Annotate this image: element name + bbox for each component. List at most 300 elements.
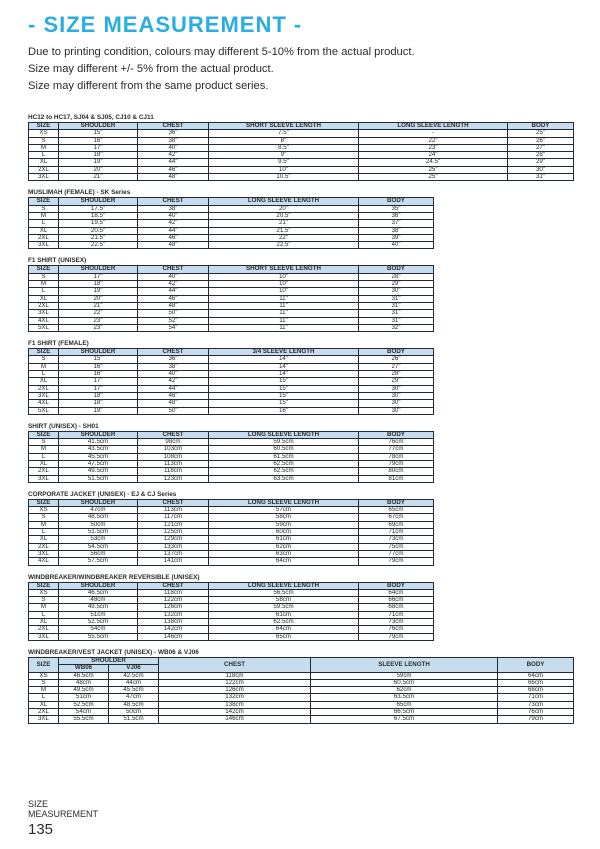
table-cell: 8" xyxy=(209,137,359,144)
table-cell: 126cm xyxy=(159,687,311,694)
table-cell: 66cm xyxy=(359,597,434,604)
table-row xyxy=(29,392,434,399)
column-header: SLEEVE LENGTH xyxy=(311,657,498,672)
table-row xyxy=(29,212,434,219)
table-cell: 10" xyxy=(209,166,359,173)
table-cell: 15" xyxy=(209,385,359,392)
table-cell: 45.5cm xyxy=(109,687,159,694)
table-cell: 56cm xyxy=(59,550,138,557)
table-cell: 141cm xyxy=(138,558,209,565)
table-cell: 42.5cm xyxy=(109,672,159,679)
table-row xyxy=(29,152,574,159)
table-cell: 146cm xyxy=(138,633,209,640)
column-header: CHEST xyxy=(159,657,311,672)
table-cell: 125cm xyxy=(138,529,209,536)
size-cell: L xyxy=(29,288,59,295)
size-table-section xyxy=(28,422,573,483)
table-cell: 121cm xyxy=(138,521,209,528)
table-row xyxy=(29,317,434,324)
table-row xyxy=(29,468,434,475)
size-cell: M xyxy=(29,521,59,528)
table-row xyxy=(29,679,574,686)
size-table xyxy=(28,265,434,332)
table-cell: 43.5cm xyxy=(59,446,138,453)
size-table-section xyxy=(28,339,573,415)
table-cell: 51.5cm xyxy=(59,475,138,482)
table-cell: 71cm xyxy=(359,611,434,618)
table-cell: 18" xyxy=(59,400,138,407)
table-cell: 17.5" xyxy=(59,205,138,212)
size-cell: XS xyxy=(29,589,59,596)
table-cell: 16" xyxy=(209,407,359,414)
table-cell: 75cm xyxy=(359,543,434,550)
table-cell: 118cm xyxy=(138,468,209,475)
size-cell: 5XL xyxy=(29,407,59,414)
table-cell: 29" xyxy=(359,281,434,288)
column-header: SHOULDER xyxy=(59,266,138,273)
column-header: SIZE xyxy=(29,349,59,356)
table-cell: 28" xyxy=(359,371,434,378)
table-cell: 58cm xyxy=(209,514,359,521)
size-cell: S xyxy=(29,356,59,363)
table-cell: 17" xyxy=(59,378,138,385)
size-cell: 4XL xyxy=(29,400,59,407)
size-table xyxy=(28,582,434,641)
table-row xyxy=(29,619,434,626)
table-cell: 15" xyxy=(209,378,359,385)
table-cell: 18" xyxy=(59,152,138,159)
table-cell: 30" xyxy=(359,385,434,392)
column-header: CHEST xyxy=(138,431,209,438)
note-line: Size may different from the same product series. xyxy=(28,80,269,92)
column-header: CHEST xyxy=(138,499,209,506)
size-cell: L xyxy=(29,694,59,701)
table-row xyxy=(29,589,434,596)
table-cell: 66.5cm xyxy=(311,709,498,716)
size-table xyxy=(28,197,434,249)
column-header: SHOULDER xyxy=(59,349,138,356)
table-cell: 48" xyxy=(138,174,209,181)
table-row xyxy=(29,453,434,460)
table-cell: 51.5cm xyxy=(59,529,138,536)
table-row xyxy=(29,220,434,227)
table-cell: 60cm xyxy=(209,529,359,536)
table-cell: 26" xyxy=(359,356,434,363)
table-cell: 20" xyxy=(209,205,359,212)
column-header: SIZE xyxy=(29,431,59,438)
table-cell: 18" xyxy=(59,392,138,399)
table-cell: 51.5cm xyxy=(109,716,159,723)
table-header-row xyxy=(29,198,434,205)
column-header: SIZE xyxy=(29,499,59,506)
column-header: BODY xyxy=(508,123,574,130)
table-cell: 19" xyxy=(59,159,138,166)
size-table-section xyxy=(28,113,573,181)
table-title: CORPORATE JACKET (UNISEX) - EJ & CJ Series xyxy=(28,490,177,498)
size-cell: M xyxy=(29,363,59,370)
table-cell: 55.5cm xyxy=(59,716,109,723)
table-cell: 76cm xyxy=(498,709,574,716)
table-cell: 10" xyxy=(209,281,359,288)
table-cell: 26" xyxy=(508,137,574,144)
table-cell: 118cm xyxy=(138,589,209,596)
table-cell: 20.5" xyxy=(59,227,138,234)
table-cell: 23" xyxy=(59,324,138,331)
table-cell: 62.5cm xyxy=(209,619,359,626)
table-row xyxy=(29,439,434,446)
column-header: LONG SLEEVE LENGTH xyxy=(359,123,508,130)
table-cell: 47.5cm xyxy=(59,460,138,467)
table-cell: 53cm xyxy=(59,536,138,543)
table-cell: 30" xyxy=(359,288,434,295)
table-cell: 20" xyxy=(59,295,138,302)
table-cell: 68cm xyxy=(359,604,434,611)
note-line: Size may different +/- 5% from the actual product. xyxy=(28,63,274,75)
column-header: CHEST xyxy=(138,123,209,130)
column-subheader: VJ06 xyxy=(109,665,159,672)
table-row xyxy=(29,446,434,453)
column-header: BODY xyxy=(359,582,434,589)
column-header: LONG SLEEVE LENGTH xyxy=(209,431,359,438)
table-cell: 60.5cm xyxy=(209,446,359,453)
size-cell: 5XL xyxy=(29,324,59,331)
table-cell: 24" xyxy=(359,152,508,159)
table-row xyxy=(29,672,574,679)
table-cell: 51cm xyxy=(59,611,138,618)
column-header: BODY xyxy=(498,657,574,672)
size-table-section xyxy=(28,188,573,249)
size-table-section xyxy=(28,256,573,332)
table-cell: 14" xyxy=(209,356,359,363)
size-cell: XL xyxy=(29,295,59,302)
table-cell: 59cm xyxy=(209,521,359,528)
table-cell: 138cm xyxy=(159,701,311,708)
table-row xyxy=(29,558,434,565)
table-cell: 44" xyxy=(138,385,209,392)
table-cell: 49.5cm xyxy=(59,468,138,475)
table-cell: 142cm xyxy=(138,626,209,633)
size-cell: 3XL xyxy=(29,716,59,723)
size-cell: S xyxy=(29,439,59,446)
table-row xyxy=(29,536,434,543)
size-cell: XL xyxy=(29,619,59,626)
table-cell: 64cm xyxy=(209,626,359,633)
table-cell: 61cm xyxy=(209,536,359,543)
table-cell: 64cm xyxy=(209,558,359,565)
table-cell: 63.5cm xyxy=(311,694,498,701)
table-cell: 21.5" xyxy=(209,227,359,234)
size-cell: XS xyxy=(29,507,59,514)
table-header-row xyxy=(29,582,434,589)
column-header: BODY xyxy=(359,431,434,438)
table-cell: 52.5cm xyxy=(59,619,138,626)
size-table xyxy=(28,499,434,566)
table-cell: 50" xyxy=(138,310,209,317)
table-cell: 21" xyxy=(59,302,138,309)
table-cell: 54" xyxy=(138,324,209,331)
table-cell: 17" xyxy=(59,385,138,392)
table-cell: 48" xyxy=(138,242,209,249)
table-cell: 46" xyxy=(138,392,209,399)
table-cell: 69cm xyxy=(359,521,434,528)
table-cell: 15" xyxy=(59,130,138,137)
table-cell: 11" xyxy=(209,302,359,309)
size-cell: M xyxy=(29,446,59,453)
size-cell: S xyxy=(29,205,59,212)
table-row xyxy=(29,310,434,317)
table-row xyxy=(29,475,434,482)
table-cell: 16" xyxy=(59,371,138,378)
footer-line: SIZE xyxy=(28,799,49,809)
size-cell: S xyxy=(29,597,59,604)
column-header: BODY xyxy=(359,499,434,506)
table-cell: 54.5cm xyxy=(59,543,138,550)
table-title: F1 SHIRT (UNISEX) xyxy=(28,257,87,265)
table-cell: 67.5cm xyxy=(311,716,498,723)
column-header: LONG SLEEVE LENGTH xyxy=(209,499,359,506)
column-header: SHOULDER xyxy=(59,431,138,438)
table-row xyxy=(29,407,434,414)
table-cell: 22" xyxy=(209,234,359,241)
size-cell: XL xyxy=(29,460,59,467)
table-row xyxy=(29,295,434,302)
table-row xyxy=(29,205,434,212)
table-cell: 98cm xyxy=(138,439,209,446)
table-cell: 15" xyxy=(209,400,359,407)
table-cell: 9" xyxy=(209,152,359,159)
table-cell: 15" xyxy=(59,356,138,363)
table-cell: 58cm xyxy=(209,597,359,604)
table-cell: 35" xyxy=(359,205,434,212)
table-cell: 23" xyxy=(359,144,508,151)
table-cell: 57.5cm xyxy=(59,558,138,565)
column-header: CHEST xyxy=(138,266,209,273)
page-title: - SIZE MEASUREMENT - xyxy=(28,12,303,37)
table-cell: 48" xyxy=(138,400,209,407)
table-cell: 38" xyxy=(138,363,209,370)
table-cell: 17" xyxy=(59,273,138,280)
table-cell: 76cm xyxy=(359,626,434,633)
table-header-row xyxy=(29,349,434,356)
table-cell: 48cm xyxy=(59,597,138,604)
table-cell: 77cm xyxy=(359,446,434,453)
table-cell: 103cm xyxy=(138,446,209,453)
table-cell: 46" xyxy=(138,166,209,173)
table-cell: 25" xyxy=(359,174,508,181)
table-cell: 122cm xyxy=(138,597,209,604)
table-title: WINDBREAKER/VEST JACKET (UNISEX) - WB06 & VJ06 xyxy=(28,648,199,656)
table-row xyxy=(29,234,434,241)
table-cell: 67cm xyxy=(359,514,434,521)
size-cell: 4XL xyxy=(29,317,59,324)
table-cell: 61.5cm xyxy=(209,453,359,460)
table-cell: 22.5" xyxy=(209,242,359,249)
size-cell: 2XL xyxy=(29,302,59,309)
table-cell: 118cm xyxy=(159,672,311,679)
table-cell: 62.5cm xyxy=(209,468,359,475)
table-cell: 45.5cm xyxy=(59,453,138,460)
table-cell: 30" xyxy=(508,166,574,173)
table-cell: 65cm xyxy=(209,633,359,640)
table-cell: 49.5cm xyxy=(59,687,109,694)
table-row xyxy=(29,281,434,288)
table-cell: 66cm xyxy=(498,679,574,686)
table-cell: 30" xyxy=(359,400,434,407)
size-cell: XL xyxy=(29,701,59,708)
size-cell: S xyxy=(29,273,59,280)
table-cell: 27" xyxy=(508,144,574,151)
table-row xyxy=(29,288,434,295)
table-row xyxy=(29,687,574,694)
table-title: F1 SHIRT (FEMALE) xyxy=(28,340,89,348)
table-row xyxy=(29,701,574,708)
size-cell: L xyxy=(29,220,59,227)
table-cell: 76cm xyxy=(359,439,434,446)
table-cell: 42" xyxy=(138,281,209,288)
table-cell: 29" xyxy=(359,378,434,385)
table-cell: 129cm xyxy=(138,536,209,543)
table-cell: 60.5cm xyxy=(311,679,498,686)
table-header-row xyxy=(29,499,434,506)
table-cell: 65cm xyxy=(359,507,434,514)
table-row xyxy=(29,378,434,385)
table-header-row xyxy=(29,123,574,130)
table-cell: 14" xyxy=(209,371,359,378)
size-table-section xyxy=(28,490,573,566)
table-cell: 40" xyxy=(138,212,209,219)
table-cell: 28" xyxy=(359,273,434,280)
table-cell: 59.5cm xyxy=(209,604,359,611)
table-cell: 8.5" xyxy=(209,144,359,151)
table-cell: 62cm xyxy=(311,687,498,694)
column-header: SHOULDER xyxy=(59,198,138,205)
table-cell: 28" xyxy=(508,152,574,159)
size-table-section xyxy=(28,573,573,641)
table-cell: 21" xyxy=(209,220,359,227)
table-cell: 38" xyxy=(359,227,434,234)
size-cell: M xyxy=(29,144,59,151)
size-cell: 3XL xyxy=(29,633,59,640)
table-cell: 24.5" xyxy=(359,159,508,166)
table-cell: 40" xyxy=(138,371,209,378)
table-cell: 46.5cm xyxy=(59,672,109,679)
size-cell: 2XL xyxy=(29,468,59,475)
size-cell: XS xyxy=(29,130,59,137)
table-header-row xyxy=(29,657,574,664)
size-cell: 2XL xyxy=(29,385,59,392)
table-cell: 108cm xyxy=(138,453,209,460)
size-table xyxy=(28,122,574,181)
table-cell: 31" xyxy=(359,310,434,317)
table-cell: 27" xyxy=(359,363,434,370)
column-header: CHEST xyxy=(138,349,209,356)
table-cell: 23" xyxy=(59,317,138,324)
table-cell: 79cm xyxy=(359,633,434,640)
table-row xyxy=(29,514,434,521)
table-cell: 132cm xyxy=(138,611,209,618)
table-header-row xyxy=(29,431,434,438)
size-cell: M xyxy=(29,212,59,219)
column-header: SHOULDER xyxy=(59,657,159,664)
footer-label xyxy=(28,799,98,819)
table-cell: 47cm xyxy=(109,694,159,701)
table-cell: 25" xyxy=(359,166,508,173)
table-cell: 123cm xyxy=(138,475,209,482)
table-cell: 37" xyxy=(359,220,434,227)
notes xyxy=(28,44,415,95)
table-cell: 21.5" xyxy=(59,234,138,241)
table-cell: 133cm xyxy=(138,543,209,550)
column-header: SIZE xyxy=(29,582,59,589)
size-cell: M xyxy=(29,687,59,694)
table-row xyxy=(29,604,434,611)
table-cell: 44" xyxy=(138,288,209,295)
table-title: HC12 to HC17, SJ04 & SJ05, CJ10 & CJ11 xyxy=(28,114,154,121)
table-cell: 48cm xyxy=(59,679,109,686)
table-cell: 19.5" xyxy=(59,220,138,227)
size-cell: XL xyxy=(29,159,59,166)
table-row xyxy=(29,529,434,536)
table-cell: 68cm xyxy=(498,687,574,694)
size-table xyxy=(28,431,434,483)
size-cell: 2XL xyxy=(29,543,59,550)
table-cell: 22" xyxy=(59,310,138,317)
size-cell: 2XL xyxy=(29,234,59,241)
size-cell: 2XL xyxy=(29,709,59,716)
table-cell: 55.5cm xyxy=(59,633,138,640)
table-cell: 64cm xyxy=(498,672,574,679)
table-cell: 40" xyxy=(138,144,209,151)
table-cell: 18.5" xyxy=(59,212,138,219)
table-cell: 44cm xyxy=(109,679,159,686)
table-cell: 77cm xyxy=(359,550,434,557)
column-header: SHORT SLEEVE LENGTH xyxy=(209,266,359,273)
column-header: BODY xyxy=(359,198,434,205)
table-cell: 10" xyxy=(209,273,359,280)
table-cell: 79cm xyxy=(359,558,434,565)
table-row xyxy=(29,626,434,633)
table-cell: 71cm xyxy=(359,529,434,536)
table-cell: 79cm xyxy=(359,460,434,467)
table-cell: 30" xyxy=(359,407,434,414)
table-cell: 65cm xyxy=(311,701,498,708)
table-cell: 31" xyxy=(508,174,574,181)
size-cell: S xyxy=(29,679,59,686)
column-header: SIZE xyxy=(29,266,59,273)
table-row xyxy=(29,130,574,137)
size-cell: L xyxy=(29,611,59,618)
column-header: 3/4 SLEEVE LENGTH xyxy=(209,349,359,356)
table-row xyxy=(29,694,574,701)
note-line: Due to printing condition, colours may different 5-10% from the actual product. xyxy=(28,46,415,58)
table-cell: 54cm xyxy=(59,709,109,716)
table-cell: 132cm xyxy=(159,694,311,701)
table-cell: 50" xyxy=(138,407,209,414)
table-cell: 36" xyxy=(138,130,209,137)
table-cell: 38" xyxy=(138,205,209,212)
size-cell: XS xyxy=(29,672,59,679)
table-cell: 11" xyxy=(209,324,359,331)
table-row xyxy=(29,144,574,151)
table-row xyxy=(29,159,574,166)
table-title: MUSLIMAH (FEMALE) - SK Series xyxy=(28,189,131,197)
table-cell: 47cm xyxy=(59,507,138,514)
table-cell: 30" xyxy=(359,392,434,399)
size-cell: S xyxy=(29,137,59,144)
table-cell: 73cm xyxy=(498,701,574,708)
table-row xyxy=(29,709,574,716)
table-cell: 81cm xyxy=(359,475,434,482)
